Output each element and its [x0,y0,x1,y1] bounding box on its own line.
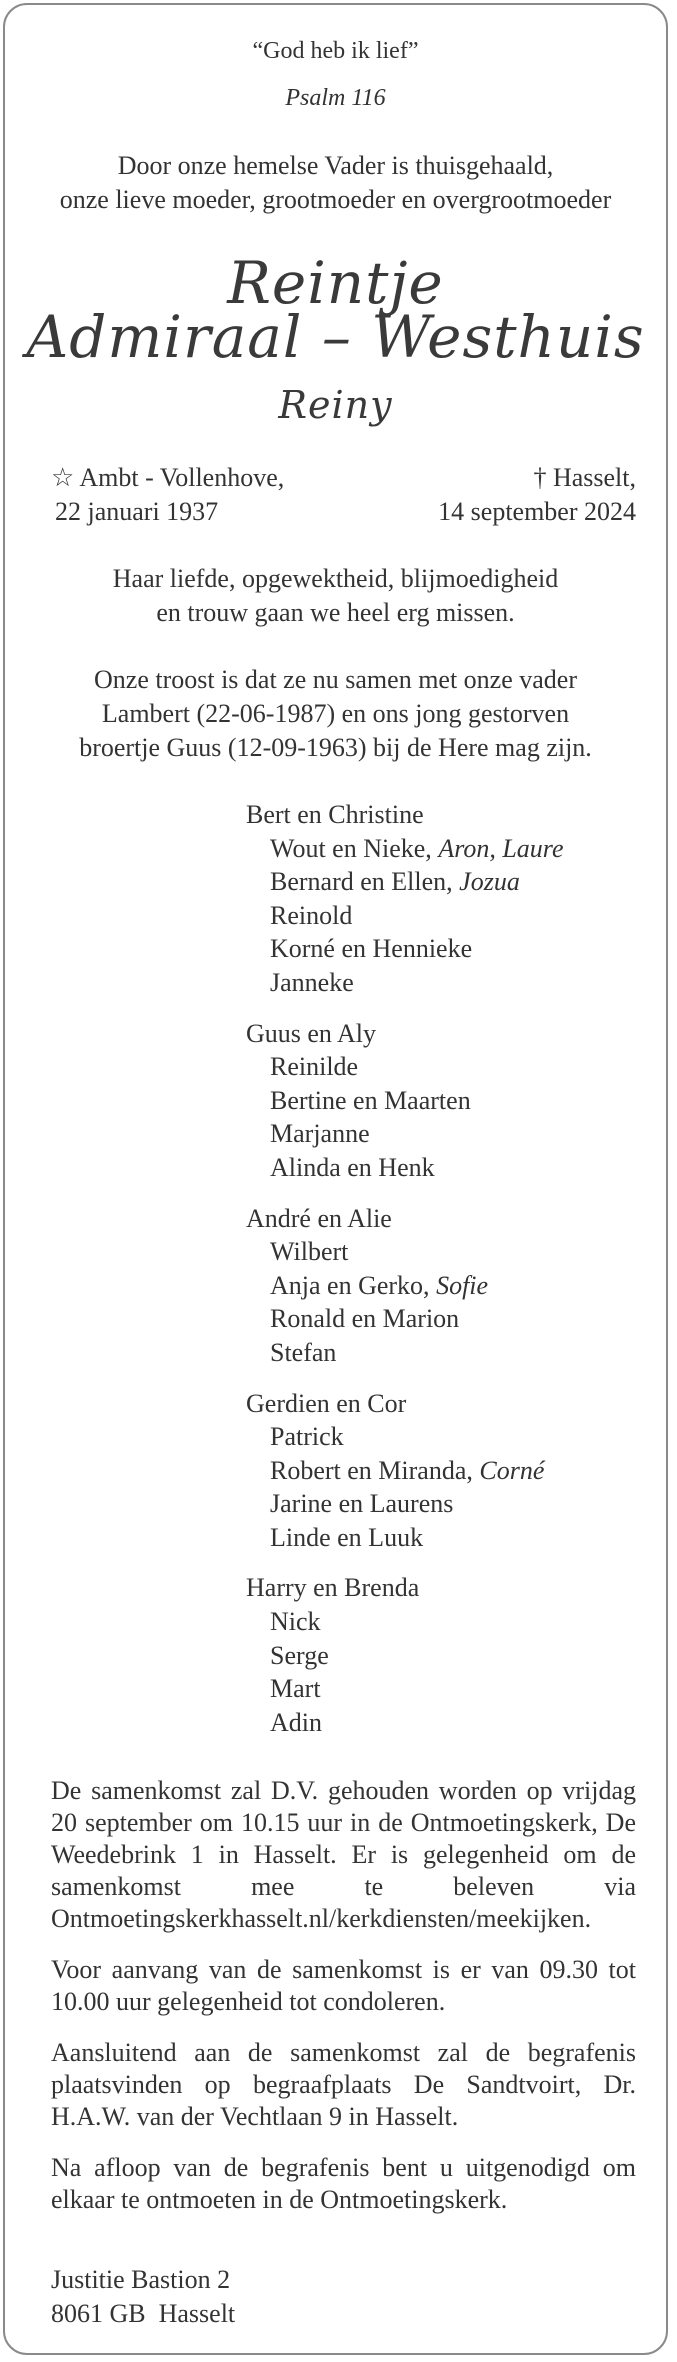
address-line-1: Justitie Bastion 2 [51,2265,231,2294]
family-member: Reinold [270,900,353,930]
family-member: Linde en Luuk [270,1522,424,1552]
family-group [246,798,646,1000]
deceased-name-line-2: Admiraal – Westhuis [26,303,645,371]
family-member: Bertine en Maarten [270,1085,471,1115]
family-member: Jarine en Laurens [270,1489,454,1519]
verse-reference: Psalm 116 [285,85,386,111]
death-date: 14 september 2024 [438,497,636,526]
deceased-nickname: Reiny [278,383,393,427]
deceased-name-line-1: Reintje [227,249,444,317]
family-group [246,1202,646,1370]
family-head: André en Alie [246,1203,392,1233]
family-member: Marjanne [270,1119,370,1149]
comfort-line-2: Lambert (22-06-1987) en ons jong gestorven [101,699,570,728]
ceremony-paragraph: De samenkomst zal D.V. gehouden worden op vrijdag 20 september om 10.15 uur in de Ontmoetingskerk, De Weedebrink 1 in Hasselt. Er is gelegenheid om de samenkomst mee te beleven via Ontmoetingskerkhasselt.nl/kerkdiensten/meekijken. [51,1776,636,1933]
family-member: Ronald en Marion [270,1304,460,1334]
family-member: Adin [270,1707,322,1737]
address-line-2: 8061 GB Hasselt [51,2299,236,2328]
family-member: Reinilde [270,1052,359,1082]
birth-place: ☆ Ambt - Vollenhove, [51,463,285,492]
death-notice [3,3,668,2355]
funeral-paragraph: Aansluitend aan de samenkomst zal de begrafenis plaatsvinden op begraafplaats De Sandtvoirt, Dr. H.A.W. van der Vechtlaan 9 in Hasselt. [51,2038,636,2131]
cross-icon: † [533,463,547,492]
family-member: Alinda en Henk [270,1152,435,1182]
family-member: Stefan [270,1337,337,1367]
family-list [246,798,646,1756]
family-member: Patrick [270,1422,344,1452]
verse-quote: “God heb ik lief” [252,38,419,64]
star-icon: ☆ [51,463,75,492]
comfort-line-1: Onze troost is dat ze nu samen met onze vader [94,665,577,694]
memory-line-1: Haar liefde, opgewektheid, blijmoedigheid [112,564,559,593]
family-member: Mart [270,1674,321,1704]
family-head: Gerdien en Cor [246,1388,407,1418]
family-member: Wilbert [270,1237,349,1267]
family-member: Robert en Miranda, Corné [270,1455,545,1485]
family-member: Bernard en Ellen, Jozua [270,867,520,897]
family-head: Harry en Brenda [246,1573,420,1603]
condolence-paragraph: Voor aanvang van de samenkomst is er van 09.30 tot 10.00 uur gelegenheid tot condoleren. [51,1955,636,2016]
family-member: Anja en Gerko, Sofie [270,1270,489,1300]
family-member: Korné en Hennieke [270,934,473,964]
birth-date: 22 januari 1937 [55,497,219,526]
memory-line-2: en trouw gaan we heel erg missen. [156,598,515,627]
intro-line-1: Door onze hemelse Vader is thuisgehaald, [117,151,554,180]
family-member: Wout en Nieke, Aron, Laure [270,833,564,863]
intro-line-2: onze lieve moeder, grootmoeder en overgrootmoeder [59,185,612,214]
gathering-paragraph: Na afloop van de begrafenis bent u uitgenodigd om elkaar te ontmoeten in de Ontmoetingskerk. [51,2153,636,2214]
family-group [246,1571,646,1739]
family-head: Guus en Aly [246,1018,376,1048]
comfort-line-3: broertje Guus (12-09-1963) bij de Here mag zijn. [79,733,592,762]
family-group [246,1017,646,1185]
death-place: † Hasselt, [533,463,636,492]
family-member: Serge [270,1640,329,1670]
family-head: Bert en Christine [246,800,424,829]
family-group [246,1387,646,1555]
family-member: Janneke [270,967,354,997]
family-member: Nick [270,1607,321,1637]
ceremony-details [51,1775,636,2235]
